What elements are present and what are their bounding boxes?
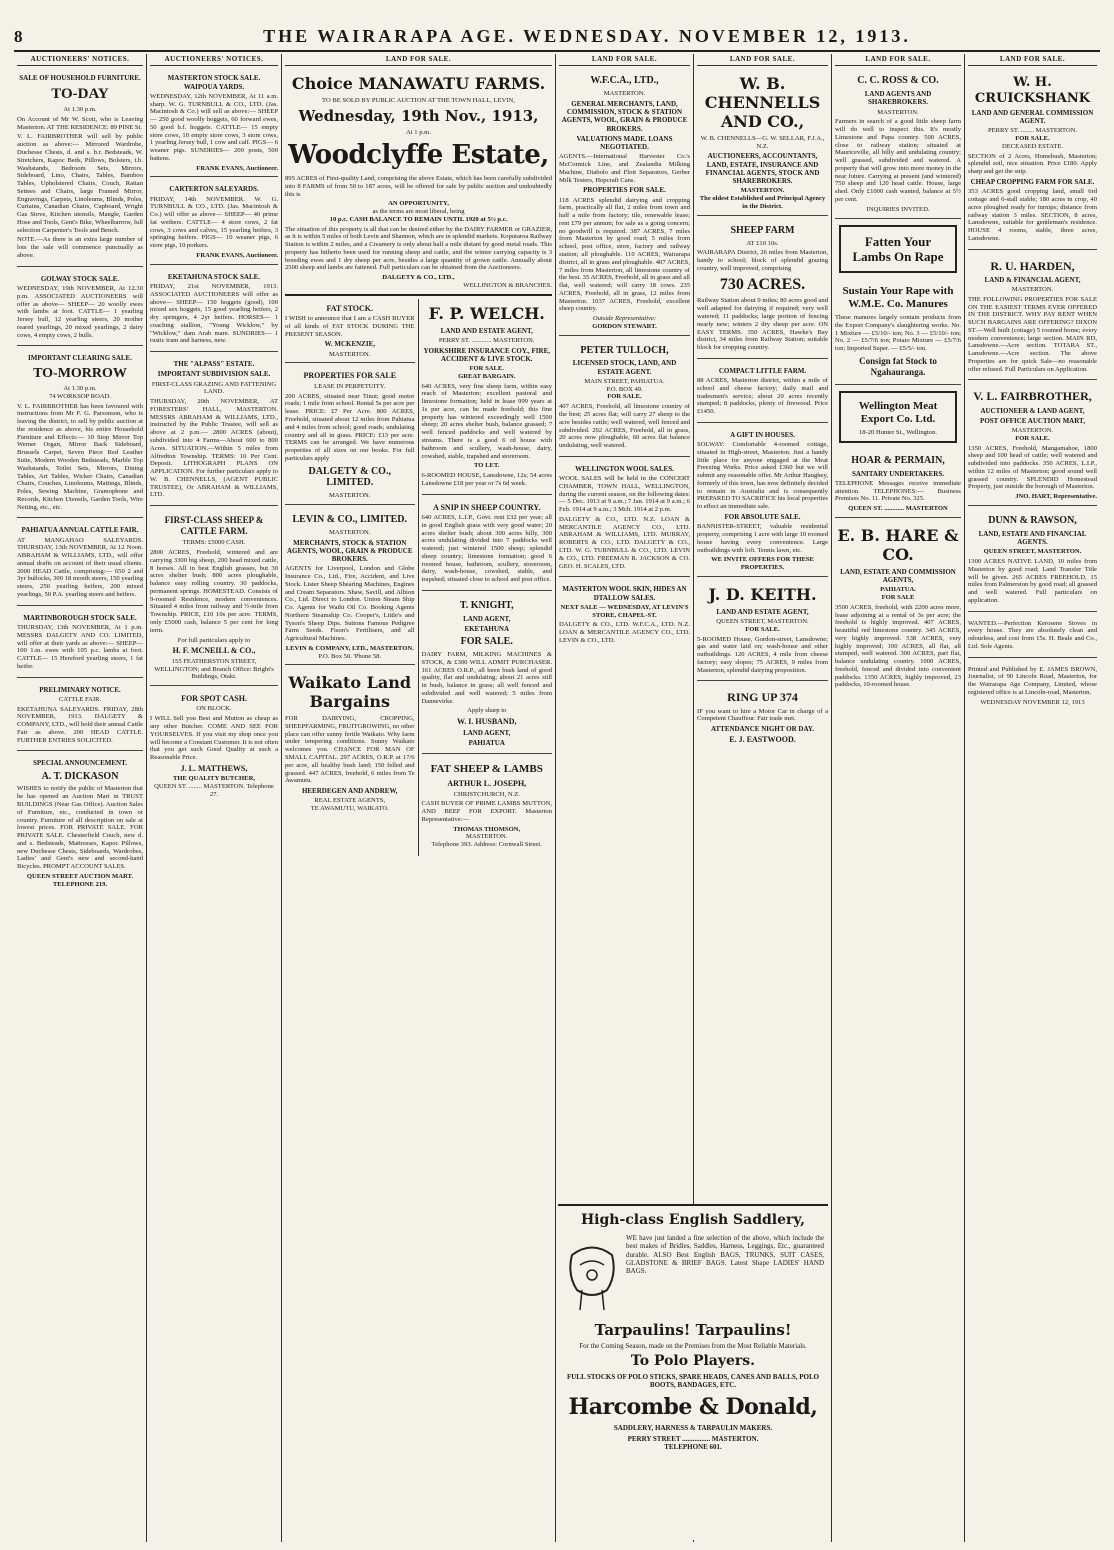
ad-sheep-cattle-farm [150,509,278,686]
ad-body: FRIDAY, 21st NOVEMBER, 1913. ASSOCIATED AUCTIONEERS will offer as above— SHEEP— 150 hoggets (good), 100 mixed sex hoggets, 15 good yearling heifers, 2 dry springers, 4 2yr heifers. HORSES— 1 coaching stallion, "Young Wicklow," by "Wicklow," dam Arab mare. SUNDRIES— 1 rustic tram and harness, new. [150,283,278,345]
ad-apply: For full particulars apply to [177,636,251,644]
ad-body: THURSDAY, 13th NOVEMBER, At 1 p.m. MESSRS DALGETY AND CO. LIMITED, will offer at their yards as above:— SHEEP— 100 1.m. ewes with 105 p.c. lambs at foot. CATTLE— 15 Hereford yearling steers, 1 fat heifer. [17,623,143,670]
ad-household-furniture [17,69,143,266]
ad-subheading: ATTENDANCE NIGHT OR DAY. [710,725,815,734]
ad-ru-harden [968,253,1097,381]
ad-subheading-2: LAND AGENT, [463,728,511,737]
ad-town: PAHIATUA. [880,586,916,594]
ad-saddlery-row [562,1232,824,1318]
ad-heading: COMPACT LITTLE FARM. [718,366,807,375]
ad-note: NOTE.—As there is an extra large number of lots the sale will commence punctually as above. [17,236,143,259]
ad-representative-town: MASTERTON. [466,833,508,841]
ad-footer: QUEEN ST. ........ MASTERTON. Telephone 27. [154,783,274,798]
ad-body: WE have just landed a fine selection of the above, which include the best makes of Bridles, Saddles, Harness, Leggings, Etc., guaranteed durable. ALSO Best English BAGS, TRUNKS, SUIT CASES, GLADSTONE & BRIEF BAGS. Latest Shape LADIES' HAND BAGS. [626,1233,824,1276]
ad-subheading: SANITARY UNDERTAKERS. [852,469,944,478]
ad-subheading: Sustain Your Rape with W.M.E. Co. Manures [842,285,954,311]
ad-subheading: IMPORTANT SUBDIVISION SALE. [157,370,271,379]
ad-pahiatua-cattle-fair [17,521,143,605]
ad-body: 5-ROOMED House, Gordon-street, Lansdowne; gas and water laid on; wash-house and other outbuildings. 120 ACRES, 4 mile from cheese factory; easy slopes; 75 ACRES, 9 miles from Masterton, splendid dairying proposition. [697,635,828,674]
ad-heading: A GIFT IN HOUSES. [730,430,795,439]
ad-wme-manures [835,279,961,385]
column-1 [14,54,147,1542]
ad-footer: QUEEN STREET AUCTION MART. TELEPHONE 219. [26,872,134,888]
newspaper-title: THE WAIRARAPA AGE. WEDNESDAY. NOVEMBER 12, 1913. [263,26,911,46]
ad-subheading: CATTLE FAIR. [58,695,102,703]
ad-address: QUEEN STREET, MASTERTON. [716,617,809,625]
ad-masterton-wool-sales [559,580,690,650]
ad-name: E. B. HARE & CO. [837,525,959,564]
ad-heading: Fatten Your Lambs On Rape [852,233,944,264]
ad-signature: JNO. HART, Representative. [1015,493,1097,501]
ad-town: MASTERTON. [740,187,785,195]
ad-clearing-sale [17,349,143,518]
ad-subheading: AUCTIONEERS, ACCOUNTANTS, LAND, ESTATE, INSURANCE AND FINANCIAL AGENTS, STOCK AND SHAREBROKERS. [705,152,820,186]
column-heading: LAND FOR SALE. [559,54,690,66]
ad-heading: FOR SPOT CASH. [181,694,247,704]
ad-name: DALGETY & CO., LIMITED. [308,465,391,489]
ad-town: MASTERTON. [1011,427,1054,435]
ad-name: A. T. DICKASON [41,770,119,782]
ad-cc-ross [835,69,961,218]
imprint-date: WEDNESDAY NOVEMBER 12, 1913 [980,698,1085,706]
ad-heading: FAT SHEEP & LAMBS [430,763,543,776]
ad-town-2: PAHIATUA [468,738,505,747]
ad-terms: TERMS: £5000 CASH. [182,539,246,547]
ad-preliminary-notice [17,681,143,752]
ad-peter-tulloch [559,339,690,457]
column-heading: AUCTIONEERS' NOTICES. [17,54,143,66]
ad-signature: DALGETY & CO., LTD., [382,274,455,282]
ad-cropping-heading: CHEAP CROPPING FARM FOR SALE. [970,178,1095,186]
ad-body: CASH BUYER OF PRIME LAMBS MUTTON, AND BEEF FOR EXPORT. Masterton Representative:— [421,800,552,823]
ad-for-sale: FOR SALE. [1015,434,1050,442]
ad-body: FRIDAY, 14th NOVEMBER. W. G. TURNBULL & CO., LTD. (Jas. Macintosh & Co.) will offer as above— SHEEP— 40 prime fat wethers. CATTLE— 4 store cows, 2 fat cows, 3 cows and calves, 15 yearling heifers, 3 springing heifers. PIGS— 10 weaner pigs, 6 store pigs, 10 porkers. [150,195,278,250]
ad-vl-fairbrother [968,383,1097,506]
ad-name: E. J. EASTWOOD. [729,735,796,745]
ad-name: R. U. HARDEN, [990,258,1075,273]
masthead [14,26,1100,52]
ad-heading: A SNIP IN SHEEP COUNTRY. [433,502,541,512]
ad-name: Harcombe & Donald, [568,1393,818,1420]
ad-town: PERRY ST. ........ MASTERTON. [987,127,1078,135]
ad-town: PERRY ST. ............ MASTERTON. [438,336,535,344]
ad-heading: FIRST-CLASS SHEEP & CATTLE FARM. [164,515,264,536]
ad-golway-stock-sale [17,270,143,347]
ad-body: NEXT SALE — WEDNESDAY, AT LEVIN'S STORE, CHAPEL-ST. [560,603,689,619]
ad-compact-little-farm [697,362,828,423]
ad-body: AT MANGAHAO SALEYARDS. THURSDAY, 13th NOVEMBER, At 12 Noon. ABRAHAM & WILLIAMS, LTD., will offer annual drafts on account of their usual clients. 2000 HEAD Cattle, comprising:— 650 2 and 3yr bullocks, 300 18 month steers, 150 yearling steers, 250 yearling heifers, 200 mixed yearlings, 50 P.A. yearling steers and heifers. [17,536,143,598]
ad-body: 1350 ACRES, Freehold, Mangamahoe, 1800 sheep and 100 head of cattle; well watered and subdivided into paddocks. 350 ACRES, L.I.P., within 12 miles of Masterton; good sound well grassed country. SPLENDID Homestead Property, just outside the borough of Masterton. [968,444,1097,491]
ad-wb-chennells [697,69,828,215]
column-heading: LAND FOR SALE. [835,54,961,66]
ad-body: 640 ACRES, L.I.P., Govt. rent £32 per year; all in good English grass with very good water; 20 acres shelter bush; about 300 acres hilly, 300 acres undulating divided into 7 paddocks well watered; just wintered 1500 sheep; splendid sheep country; limestone formation; good 6 roomed house, bathroom, scullery, storeroom, dairy, wash-house, cowshed, stable, and trapshed; situated close to school and post office. [421,514,552,584]
ad-jd-keith [697,580,828,681]
ad-harcombe-donald [558,1204,828,1540]
ad-alpass-estate [150,355,278,506]
ad-wanted-stoves [968,615,1097,658]
ad-name: V. L. FAIRBROTHER, [973,389,1092,404]
ad-for-sale: FOR SALE. [460,636,513,648]
ad-subheading-2: VALUATIONS MADE. LOANS NEGOTIATED. [576,134,673,152]
ad-time: At 1.30 p.m. [63,385,97,393]
ad-subheading: LAND AND GENERAL COMMISSION AGENT. [971,108,1094,126]
ad-town: MASTERTON. [603,90,646,98]
ad-price: AT £10 10s. [746,239,779,247]
ad-insurance: YORKSHIRE INSURANCE COY., FIRE, ACCIDENT & LIVE STOCK. [423,346,551,363]
column-3-right [419,299,553,856]
ad-heading: MASTERTON STOCK SALE. WAIPOUA YARDS. [167,74,261,91]
ad-heading: SHEEP FARM [730,224,795,236]
ad-body-2: 353 ACRES good cropping land, small 6rd cottage and 6-stall stable; 180 acres in crop, 40 acres ploughed ready for turnips; distance from railway station 3 miles. SECTION, 8 acres, Lansdowne, suitable for gentleman's residence. HOUSE 4 rooms, stable, three acres, Lansdowne. [968,188,1097,242]
ad-heading: Choice MANAWATU FARMS. [291,74,546,94]
ad-manawatu-farms [285,69,552,295]
ad-cruickshank [968,69,1097,249]
ad-body-2: The situation of this property is all that can be desired either by the DAIRY FARMER or GRAZIER, as it is within 5 miles of both Levin and Shannon, which are in splendid markets. Koputaroa Railway Station is within 2 miles, and a Creamery is only about half a mile distant by good metal roads. This property has hitherto been used for running sheep and cattle, and the winter carrying capacity is 3 breeding ewes and 1 dry sheep per acre, besides a large quantity of grown cattle. Annually about 2500 sheep and lambs are fattened. Full particulars can be obtained from the Auctioneers. [285,225,552,272]
ad-waikato-land-bargains [285,668,415,816]
ad-body: DAIRY FARM, MILKING MACHINES & STOCK, & £300 WILL ADMIT PURCHASER. 161 ACRES O.R.P., all been bush land of good quality, flat and undulating; about 21 acres still in bush, balance in grass; all well fenced and subdivided and well watered; 5 miles from Dannevirke. [421,651,552,705]
ad-representative: THOMAS THOMSON, [453,825,521,833]
ad-levin-co [285,508,415,666]
ad-spot-cash [150,689,278,803]
saddle-harness-illustration [562,1235,622,1315]
ad-body: V. L. FAIRBROTHER has been favoured with instructions from Mr F. G. Parsonson, who is leaving the district, to sell by public auction at the residence as above, his entire Household Furniture and Effects:— 10 Stop Mirror Top Werner Organ, Mirror Back Sideboard, Brussels Carpet, Seven Piece Red Leather Suite, Modern Wooden Bedsteads, Marble Top Washstands, Toilet Sets, Mirrors, Dining Tables, Art Tables, Wicker Chairs, Canadian Chairs, Couches, Linoleums, Mattings, Blinds, Poles, Sewing Machine, Gramophone and Records, Kitchen Utensils, Garden Tools, Wire Netting, etc., etc. [17,402,143,511]
ad-eketahuna-stock-sale [150,268,278,352]
ad-tarpaulins-body: For the Coming Season, made on the Premises from the Most Reliable Materials. [579,1341,807,1350]
ad-body: 200 ACRES, situated near Tinui; good motor roads; 1 mile from school. Rental 5s per acre per lease. PRICE: £7 Per Acre. 800 ACRES, Freehold, situated about 12 miles from Pahiatua and 4 miles from school; good roads; undulating country and all in grass. PRICE: £13 per acre. TERMS can be arranged. We have numerous properties of all sizes on our books. For full particulars apply [285,392,415,462]
ad-ring-up [697,684,828,750]
ad-fat-sheep-lambs [422,757,553,853]
ad-sheep-farm [697,219,828,359]
ad-heading: THE "ALPASS" ESTATE. [173,360,255,369]
ad-subheading: MERCHANTS, STOCK & STATION AGENTS, WOOL, GRAIN & PRODUCE BROKERS. [287,538,413,563]
ad-carterton-saleyards [150,180,278,264]
ad-body: WAIRARAPA District, 26 miles from Masterton, handy to school; block of splendid grazing country, well improved, comprising [697,249,828,272]
ad-estate-name: Woodclyffe Estate, [288,140,549,171]
column-heading: LAND FOR SALE. [968,54,1097,66]
ad-subheading: ON BLOCK. [196,705,232,713]
ad-time: At 1 p.m. [406,128,431,136]
ad-body: 640 ACRES, very fine sheep farm, within easy reach of Masterton; excellent pastoral and limestone formation; held in lease 999 years at 1s per acre, can be made freehold; this fine property has wintered exceedingly well 1500 sheep; 20 acres shelter bush, balance grassed; 7 well fenced paddocks and well watered by streams. There is a good 6 rd house with bathroom and scullery, wash-house, dairy, cowshed, stable, trapshed and storeroom. [421,382,552,460]
ad-signatories: DALGETY & CO., LTD. N.Z. LOAN & MERCANTILE AGENCY CO., LTD. ABRAHAM & WILLIAMS, LTD. MURRAY, ROBERTS & CO., LTD. DALGETY & CO., LTD. W. G. TURNBULL & CO., LTD. LEVIN & CO., LTD. FREEMAN R. JACKSON & CO. GEO. H. SCALES, LTD. [559,515,690,570]
ad-subheading: SADDLERY, HARNESS & TARPAULIN MAKERS. [613,1424,773,1433]
ad-heading: High-class English Saddlery, [580,1212,806,1228]
ad-body: 1300 ACRES NATIVE LAND, 10 miles from Masterton by good road; Land Transfer Title will be given. 265 ACRES FREEHOLD, 15 miles from Palmerston by good road; all grassed and well watered. Full particulars on application. [968,558,1097,604]
ad-footer: P.O. Box 50. 'Phone 58. [318,652,382,660]
ad-address: QUEEN ST. ............ MASTERTON [848,505,948,513]
ad-body: WISHES to notify the public of Masterton that he has opened an Auction Mart in TRUST BUILDINGS (Near Gas Office). Auction Sales of Furniture, etc., conducted in town or country. Furniture of all description on sale at lowest prices. FOR PRIVATE SALE. FOR PRIVATE SALE. Chesterfield Couch, new d. and s. Bedsteads, Mattresses, Kapoc Pillows, new Duchesse Chests, Sideboards, Wardrobes, Ladies' and Gent's new and second-hand Bicycles. PROMPT ACCOUNT SALES. [17,785,143,871]
ad-address: QUEEN STREET, MASTERTON. [983,548,1082,556]
ad-signature: FRANK EVANS, Auctioneer. [196,252,278,260]
ad-heading: FAT STOCK. [326,303,374,313]
ad-cash: 10 p.c. CASH BALANCE TO REMAIN UNTIL 1920 at 5½ p.c. [329,215,508,223]
ad-heading: MASTERTON WOOL SKIN, HIDES AN DTALLOW SALES. [562,585,687,602]
column-3 [282,54,556,1542]
ad-name: PETER TULLOCH, [580,344,669,356]
column-3-left [285,299,419,856]
ad-heading: Waikato Land Bargains [288,673,412,712]
ad-heading: PAHIATUA ANNUAL CATTLE FAIR. [21,526,139,535]
ad-body: TELEPHONE Messages receive immediate attention. TELEPHONES:— Business Premises No. 11. Private No. 325. [835,479,961,503]
ad-subheading: LAND, ESTATE AND FINANCIAL AGENTS. [978,529,1087,547]
ad-representative-label: Outside Representative: [592,315,657,323]
ad-body: EKETAHUNA SALEYARDS. FRIDAY, 28th NOVEMBER, 1913. DALGETY & COMPANY, LTD., will hold their annual Cattle Fair as above. 200 HEAD CATTLE. FURTHER ENTRIES SOLICITED. [17,705,143,744]
ad-body: 2800 ACRES, Freehold, wintered and are carrying 3300 big sheep, 200 head mixed cattle, 8 horses. All in best English grasses, but 30 acres shelter bush; 800 acres ploughable, balance easy rolling country. 30 paddocks, permanent springs. HOMESTEAD. Consists of 9-roomed Residence, modern conveniences. Situated 4 miles from railway and ½-mile from Township. PRICE, £10 10s per acre. TERMS, only £5000 cash, balance 5 per cent for long term. [150,549,278,634]
ad-body-2: BANNISTER-STREET, valuable residential property, comprising 1 acre with large 10 roomed house having every convenience. Large outbuildings with loft. Tennis lawn, etc. [697,523,828,554]
ad-body: 88 ACRES, Masterton district, within a mile of school and cheese factory; daily mail and tradesmen's service; about 20 acres recently stumped; 8 paddocks, plenty of firewood. Price £1450. [697,377,828,416]
ad-name: Wellington Meat Export Co. Ltd. [858,400,938,426]
ad-signature: LEVIN & COMPANY, LTD., MASTERTON. [285,644,414,652]
ad-snip-sheep-country [422,498,553,591]
ad-address: MAIN STREET, PAHIATUA. [584,377,665,385]
ad-agents: AGENTS.—International Harvester Co.'s McCormick Line, and Zealandia Milking Machine, Diabolo and Flott Separators, Gerber Milk Testers, Hopcraft Cans. [559,153,690,184]
ad-body: SECTION of 2 Acres, Homebush, Masterton; splendid soil, nice situation. Price £180. Apply sharp and get the snip. [968,152,1097,176]
ad-name: W. MCKENZIE, [324,340,375,349]
ad-for-sale: FOR SALE. [1015,135,1050,143]
ad-body-2: Railway Station about 9 miles; 80 acres good and well adapted for dairying if required; very well watered; 11 paddocks; large portion of fencing nearly new; winters 2 dry sheep per acre. ON EASY TERMS. 350 ACRES, Hawke's Bay district, 34 miles from Railway Station; suitable block for cropping country. [697,297,828,352]
ad-fatten-lambs-box [839,225,957,274]
ad-for-sale: FOR SALE. [745,625,780,633]
ad-subheading: FOR ABSOLUTE SALE. [724,513,801,522]
ad-day: TO-MORROW [33,365,127,381]
ad-subheading: LAND & FINANCIAL AGENT, [984,275,1081,284]
ad-properties-for-sale [285,366,415,504]
ad-town: MASTERTON. [329,350,371,358]
ad-town: CHRISTCHURCH, N.Z. [453,790,520,798]
ad-wellington-wool-sales [559,460,690,577]
ad-signature: FRANK EVANS, Auctioneer. [196,164,278,172]
imprint [968,661,1097,711]
ad-name: W. B. CHENNELLS AND CO., [704,74,821,131]
ad-subtext: On Account of Mr W. Scott, who is Leaving Masterton. AT THE RESIDENCE: 89 PINE St. [17,115,143,131]
ad-body: THURSDAY, 20th NOVEMBER, AT FORESTERS' HALL, MASTERTON. MESSRS ABRAHAM & WILLIAMS, LTD., instructed by the Public Trustee, will sell as above at 2 p.m.— 2800 ACRES (about), subdivided into 4 Farms—About 600 to 800 Acres. SITUATION.—Within 5 miles from Alfredton Township. TERMS: 10 Per Cent. Deposit. LITHOGRAPH PLANS ON APPLICATION. For further particulars apply to W. B. CHENNELLS, (AGENT PUBLIC TRUSTEE), Or ABRAHAM & WILLIAMS, LTD. [150,398,278,499]
ad-town: MASTERTON. [329,492,371,500]
ad-footer: INQUIRIES INVITED. [866,205,930,213]
ad-name: J. L. MATTHEWS, [180,763,248,773]
ad-subheading: LICENSED STOCK, LAND, AND ESTATE AGENT. [572,359,677,376]
ad-heading: PRELIMINARY NOTICE. [39,685,121,694]
ad-address: 155 FEATHERSTON STREET, WELLINGTON; and Branch Office: Bright's Buildings, Otaki. [154,657,274,681]
column-3-split [285,299,552,856]
ad-to-let: TO LET. [474,462,500,470]
ad-day: TO-DAY [51,85,109,102]
ad-footer: Telephone 393. Address: Cornwall Street. [431,841,542,849]
ad-opportunity: AN OPPORTUNITY, [388,200,449,208]
ad-body: WOOL SALES will be held in the CONCERT CHAMBER, TOWN HALL, WELLINGTON, during the current season, on the following dates:— 5 Dec. 1913 at 9 a.m.; 7 Jan. 1914 at 9 a.m.; 6 Feb. 1914 at 9 a.m.; 3 Mch. 1914 at 2 p.m. [559,475,690,514]
ad-subheading-2: FIRST-CLASS GRAZING AND FATTENING LAND. [151,380,277,396]
ad-masterton-stock-sale [150,69,278,177]
ad-signature-2: WELLINGTON & BRANCHES. [463,281,552,289]
ad-body: I WILL Sell you Best and Mutton as cheap as any other Butcher. COME AND SEE FOR YOURSELVES. If you visit my shop once you will become a Constant Customer. It is not often that you get such Good Quality at such a Reasonable Price. [150,715,278,762]
ad-heading: CARTERTON SALEYARDS. [169,185,259,194]
ad-town: EKETAHUNA [464,624,510,633]
ad-address: 18-20 Hunter St., Wellington. [858,429,938,437]
ad-subheading: LAND AND ESTATE AGENT, [716,607,809,616]
ad-heading: EKETAHUNA STOCK SALE. [167,272,261,281]
ad-address: 74 WORKSOP ROAD. [48,392,112,400]
ad-subheading-2: POST OFFICE AUCTION MART, [980,416,1085,425]
newspaper-page [14,54,1100,1542]
ad-heading: WELLINGTON WOOL SALES. [575,464,674,473]
ad-martinborough-stock-sale [17,609,143,678]
ad-address: PERRY STREET ................ MASTERTON. [627,1434,759,1443]
ad-dunn-rawson [968,509,1097,612]
ad-heading: SALE OF HOUSEHOLD FURNITURE. [19,74,141,83]
ad-body: THE FOLLOWING PROPERTIES FOR SALE ON THE EASIEST TERMS EVER OFFERED IN THE DISTRICT. WHY PAY RENT WHEN SUCH BARGAINS ARE OFFERING? DIXON ST.—Well built (cottage) 5 roomed home; every modern convenience; large section. MAIN RD, Lansdowne.—Acre section. TOTARA ST., Lansdowne.—Acre section. The above Properties are for quick Sale—no reasonable offer refused. Full Particulars on Application. [968,295,1097,373]
ad-name: ARTHUR L. JOSEPH, [447,779,527,789]
ad-subheading-2: THE QUALITY BUTCHER, [172,775,255,783]
ad-body: I WISH to announce that I am a CASH BUYER of all kinds of FAT STOCK DURING THE PRESENT SEASON. [285,315,415,338]
ad-town: MASTERTON. [1011,286,1054,294]
ad-polo-body: FULL STOCKS OF POLO STICKS, SPARE HEADS, CANES AND BALLS, POLO BOOTS, BANDAGES, ETC. [566,1372,820,1390]
ad-date: Wednesday, 19th Nov., 1913, [298,106,539,125]
ad-body: V. L. FAIRBROTHER will sell by public auction as above:— Mirrored Wardrobe, Duchesse Chests, d. and s. b.r. Bedsteads, W. Stretchers, Kapoc Beds, Pillows, Bolsters, t.b. Washstands, Bedroom Sets, Mirrors, Sideboard, Lino, Chairs, Tables, Bamboo Tables, Upholstered Chairs, Couch, Rattan Settees and Chairs, large Framed Mirror, Engravings, Carpets, Linoleums, Blinds, Poles, Curtains, Canadian Chairs, Cupboard, Wright Gas Stove, Kitchen utensils, Mangle, Garden Hose and Tools, Gent's Bike, Wheelbarrow, full selection Carpenter's Tools and Bench. [17,133,143,234]
ad-name: HOAR & PERMAIN, [851,454,945,466]
ad-hoar-permain [835,449,961,518]
ad-body: Farmers in search of a good little sheep farm will do well to inspect this. It's mostly Limestone and Papa country. 500 ACRES, close to railway station; situated at Mauriceville, all hilly and undulating country; well grassed, subdivided and watered. A property that will grow into more money in the near future. Carrying at present (and wintered) 750 sheep and 120 head cattle. House, large shed. Only £1000 cash wanted, balance at 5½ per cent. [835,118,961,203]
ad-name: HEERDEGEN AND ANDREW, [301,787,398,796]
ad-subheading: LAND, ESTATE AND COMMISSION AGENTS, [840,567,956,584]
ad-heading: GOLWAY STOCK SALE. [40,274,120,283]
ad-gift-in-houses [697,426,828,577]
ad-heading: PROPERTIES FOR SALE [303,371,397,381]
ad-body: WEDNESDAY, 12th NOVEMBER, At 11 a.m. sharp. W. G. TURNBULL & CO., LTD. (Jas. Macintosh & Co.) will sell as above:— SHEEP— 250 good woolly hoggets, 60 forward ewes, 50 good b.f. hoggets. CATTLE— 15 empty store cows, 10 empty store cows, 3 store cows, 1 yearling Jersey bull, 1 cow and calf. PIGS— 6 weaner pigs. SUNDRIES— 200 posts, 500 battens. [150,92,278,162]
ad-name: W.F.C.A., LTD., [590,75,659,87]
ad-signatories: DALGETY & CO., LTD. W.F.C.A., LTD. N.Z. LOAN & MERCANTILE AGENCY CO., LTD. LEVIN & CO., LTD. [559,621,690,644]
page-number: 8 [14,27,23,46]
column-6 [832,54,965,1542]
ad-subheading: LEASE IN PERPETUITY. [314,382,386,390]
ad-subheading: TO BE SOLD BY PUBLIC AUCTION AT THE TOWN HALL, LEVIN, [322,97,515,105]
ad-footer: TE AWAMUTU, WAIKATO. [310,805,389,813]
column-7 [965,54,1100,1542]
ad-for-sale: FOR SALE. [469,365,504,373]
ad-subheading: LAND AGENTS AND SHAREBROKERS. [864,90,932,107]
ad-body: 895 ACRES of First-quality Land, comprising the above Estate, which has been carefully subdivided into 8 FARMS of from 50 to 187 acres, will be offered for sale by public auction and undoubtedly this is [285,175,552,198]
column-heading: LAND FOR SALE. [285,54,552,66]
ad-telephone: TELEPHONE 601. [664,1442,722,1451]
ad-name: DUNN & RAWSON, [988,514,1077,526]
ad-name: T. KNIGHT, [459,599,514,611]
ad-partners: W. B. CHENNELLS—G. W. SELLAR, F.J.A., N.Z. [700,134,825,150]
ad-tarpaulins: Tarpaulins! Tarpaulins! [594,1320,792,1339]
ad-acres: 730 ACRES. [719,275,806,293]
ad-town: MASTERTON. [877,108,919,116]
ad-established: The oldest Established and Principal Agency in the District. [699,195,826,210]
ad-fat-stock [285,299,415,364]
ad-body: 3500 ACRES, freehold, with 2200 acres more, lease adjoining at a rental of 3s per acre; the freehold is highly improved. 407 ACRES, beautiful red limestone country. 345 ACRES, very highly improved. 538 ACRES, very highly improved; 100 ACRES, all flat, all stumped, well watered. 300 ACRES, part flat, balance undulating country. 1000 ACRES, freehold, fenced and divided into convenient paddocks. 1350 ACRES, highly improved, 23 paddocks, 10-roomed house. [835,603,961,689]
ad-heading: MARTINBOROUGH STOCK SALE. [23,613,137,622]
imprint-text: Printed and Published by E. JAMES BROWN, Journalist, of 90 Lincoln Road, Masterton, for the Wairarapa Age Company, Limited, whose registered office is at Lincoln-road, Masterton. [968,665,1097,696]
ad-name: F. P. WELCH. [428,303,545,323]
ad-wfca [559,69,690,335]
ad-special-announcement [17,754,143,892]
ad-body: AGENTS for Liverpool, London and Globe Insurance Co., Ltd., Fire, Accident, and Live Stock. Lister Sheep Shearing Machines, Engines and Cream Separators. Shaw, Savill, and Albion Co., Ltd. Direct to London. Union Steam Ship Co. Agents for Waihi Oil Co. Booking Agents Northern Steamship Co. Cooper's, Little's and Tyson's Sheep Dips. Suttons Famous Pedigree Farm Seeds. Fison's Fertilisers, and all Agricultural Machines. [285,565,415,643]
column-heading: AUCTIONEERS' NOTICES. [150,54,278,66]
ad-name-2: W. I. HUSBAND, [457,717,517,727]
ad-consign: Consign fat Stock to Ngahauranga. [859,355,937,377]
ad-for-sale: FOR SALE. [607,393,642,401]
column-heading: LAND FOR SALE. [697,54,828,66]
ad-body: These manures largely contain products from the Export Company's slaughtering works. No. 1 Mixture — £5/10/- ton; No. 3 — £5/10/- ton; No. 2 — £5/7/6 ton; Potato Mixture — £5/7/6 ton; Imported Super. — £5/5/- ton. [835,314,961,353]
ad-subheading: REAL ESTATE AGENTS, [314,797,386,805]
ad-name: LEVIN & CO., LIMITED. [292,513,407,525]
ad-body: SOLWAY: Comfortable 4-roomed cottage, situated in High-street, Masterton. Just a handy little place for anyone engaged at the Meat Freezing Works. Price asked £360 but we will submit any reasonable offer. Mr Arthur Haughey, formerly of this town, has now definitely decided to remain in Australia and is consequently PREPARED TO SACRIFICE his local properties to effect an immediate sale. [697,441,828,511]
ad-representative: GORDON STEWART. [592,322,657,330]
ad-terms: as the terms are most liberal, being [372,208,465,216]
ad-to-let-body: 6-ROOMED HOUSE, Lansdowne, 12s; 54 acres Lansdowne £18 per year or 7s 6d week. [421,472,552,487]
ad-heading: SPECIAL ANNOUNCEMENT. [33,759,127,768]
column-2 [147,54,282,1542]
ad-name: J. D. KEITH. [708,584,817,604]
ad-box: P.O. BOX 49. [606,385,643,393]
ad-polo: To Polo Players. [630,1353,756,1370]
ad-bargain: GREAT BARGAIN. [458,372,516,380]
ad-name: W. H. CRUICKSHANK [974,75,1091,106]
ad-subheading: LAND AGENT, [463,614,511,623]
ad-town: MASTERTON. [329,528,371,536]
ad-subheading: GENERAL MERCHANTS, LAND, COMMISSION, STOCK & STATION AGENTS, WOOL, GRAIN & PRODUCE BROKERS. [561,99,688,133]
ad-deceased: DECEASED ESTATE. [1001,142,1063,150]
ad-subheading: LAND AND ESTATE AGENT, [440,326,533,335]
ad-body: 118 ACRES splendid dairying and cropping farm, practically all flat, 2 miles from town and half a mile from factory; tile, renewable lease; rent £79 per annum; for sale as a going concern; no goodwill is required. 387 ACRES, 7 miles from Masterton by good road; 5 miles from school, post office, store, factory and railway station; all ploughable. 110 ACRES, Wairarapa district, all in grass and ploughable. 407 ACRES, 7 miles from Masterton, all limestone country of the best. 35 ACRES, Freehold, all in grass and all flat, well watered; will carry 18 cows. 235 ACRES, Freehold, all in grass, 12 miles from Masterton. 1037 ACRES, Freehold, excellent sheep country. [559,196,690,313]
ad-t-knight [422,594,553,754]
ad-eb-hare [835,521,961,695]
ad-for-sale: FOR SALE [881,593,915,601]
ad-properties-heading: PROPERTIES FOR SALE. [583,186,666,195]
ad-fp-welch [422,299,553,495]
ad-name: C. C. ROSS & CO. [857,75,939,87]
ad-heading: RING UP 374 [727,690,798,705]
ad-body: 407 ACRES, Freehold, all limestone country of the best; 25 acres flat; will carry 27 sheep to the acre besides cattle; well watered, well fenced and subdivided. 292 ACRES, Freehold, all in grass, 20 acres now ploughable, 60 acres flat balance undulating, well watered. [559,403,690,450]
ad-time: At 1.30 p.m. [63,106,97,114]
ad-body: IF you want to hire a Motor Car in charge of a Competent Chauffeur. Fair trade met. [697,707,828,723]
ad-footer: WE INVITE OFFERS FOR THESE PROPERTIES. [711,556,814,572]
ad-wellington-meat-box [839,391,957,443]
ad-name: H. F. MCNEILL & CO., [172,646,256,656]
ad-body: WEDNESDAY, 19th NOVEMBER, At 12.30 p.m. ASSOCIATED AUCTIONEERS will offer as above— SHEEP— 20 woolly ewes with lambs at foot. CATTLE— 1 yearling Jersey bull, 12 yearling steers, 20 mother reared yearlings, 20 mixed yearlings, 2 dairy cows, 4 empty cows, 2 bulls. [17,284,143,339]
ad-subheading: AUCTIONEER & LAND AGENT, [980,406,1085,415]
ad-body: WANTED.—Perfection Kerosene Stoves in every house. They are absolutely clean and odourless, and cost from 15s. H. Beale and Co., Ltd. Sole Agents. [968,619,1097,650]
ad-apply: Apply sharp to [467,707,507,715]
ad-body: FOR DAIRYING, CROPPING, SHEEPFARMING, FRUITGROWING, no other place can offer sunny fertile Waikato. Why farm under tempering conditions. Sunny Waikato welcomes you. CHANCE FOR MAN OF SMALL CAPITAL. 297 ACRES, O.R.P. at 17/6 per acre, all healthy bush land; 150 felled and grassed. 447 ACRES, freehold, 6 miles from Te Awamutu. [285,715,415,785]
ad-heading: IMPORTANT CLEARING SALE. [28,354,132,363]
